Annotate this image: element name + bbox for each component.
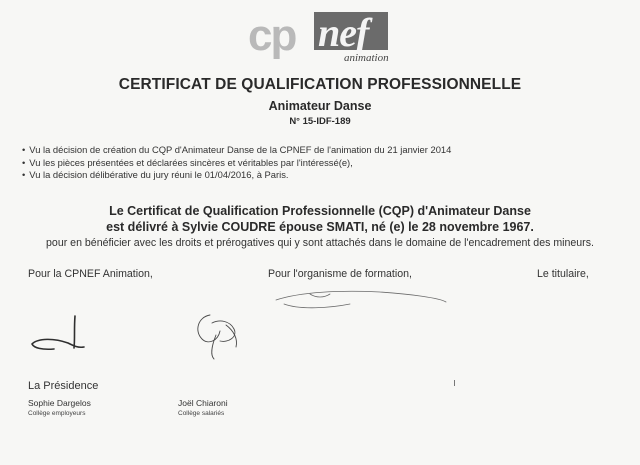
titulaire-signature-label: Le titulaire, xyxy=(537,268,589,280)
cpnef-logo xyxy=(248,8,398,68)
presidence-heading: La Présidence xyxy=(28,380,99,392)
organisme-signature xyxy=(270,282,450,316)
signatory-college: Collège salariés xyxy=(178,410,225,417)
consideration-item: • Vu la décision délibérative du jury réuni le 01/04/2016, à Paris. xyxy=(22,169,451,182)
logo-animation-text: animation xyxy=(344,52,389,64)
organisme-signature-label: Pour l'organisme de formation, xyxy=(268,268,412,280)
paper-speck xyxy=(454,380,455,386)
presidence-signature xyxy=(28,310,88,355)
signatory-name: Sophie Dargelos xyxy=(28,398,91,408)
considerations-list xyxy=(22,144,451,182)
signatory-college: Collège employeurs xyxy=(28,410,86,417)
jury-signature xyxy=(190,305,250,363)
consideration-item: • Vu les pièces présentées et déclarées sincères et véritables par l'intéressé(e), xyxy=(22,157,451,170)
certificate-title: CERTIFICAT DE QUALIFICATION PROFESSIONNELLE xyxy=(118,76,522,93)
logo-nef-text: nef xyxy=(318,10,369,55)
award-line-3: pour en bénéficier avec les droits et prérogatives qui y sont attachés dans le domaine de l'encadrement des mineurs. xyxy=(46,237,594,249)
logo-cp-text: cp xyxy=(248,11,296,60)
certificate-subtitle: Animateur Danse xyxy=(268,99,372,113)
signatory-name: Joël Chiaroni xyxy=(178,398,228,408)
cpnef-signature-label: Pour la CPNEF Animation, xyxy=(28,268,153,280)
certificate-number: N° 15-IDF-189 xyxy=(289,116,351,127)
consideration-item: • Vu la décision de création du CQP d'Animateur Danse de la CPNEF de l'animation du 21 janvier 2014 xyxy=(22,144,451,157)
award-line-2: est délivré à Sylvie COUDRE épouse SMATI, né (e) le 28 novembre 1967. xyxy=(106,220,534,234)
award-line-1: Le Certificat de Qualification Professionnelle (CQP) d'Animateur Danse xyxy=(109,204,531,218)
